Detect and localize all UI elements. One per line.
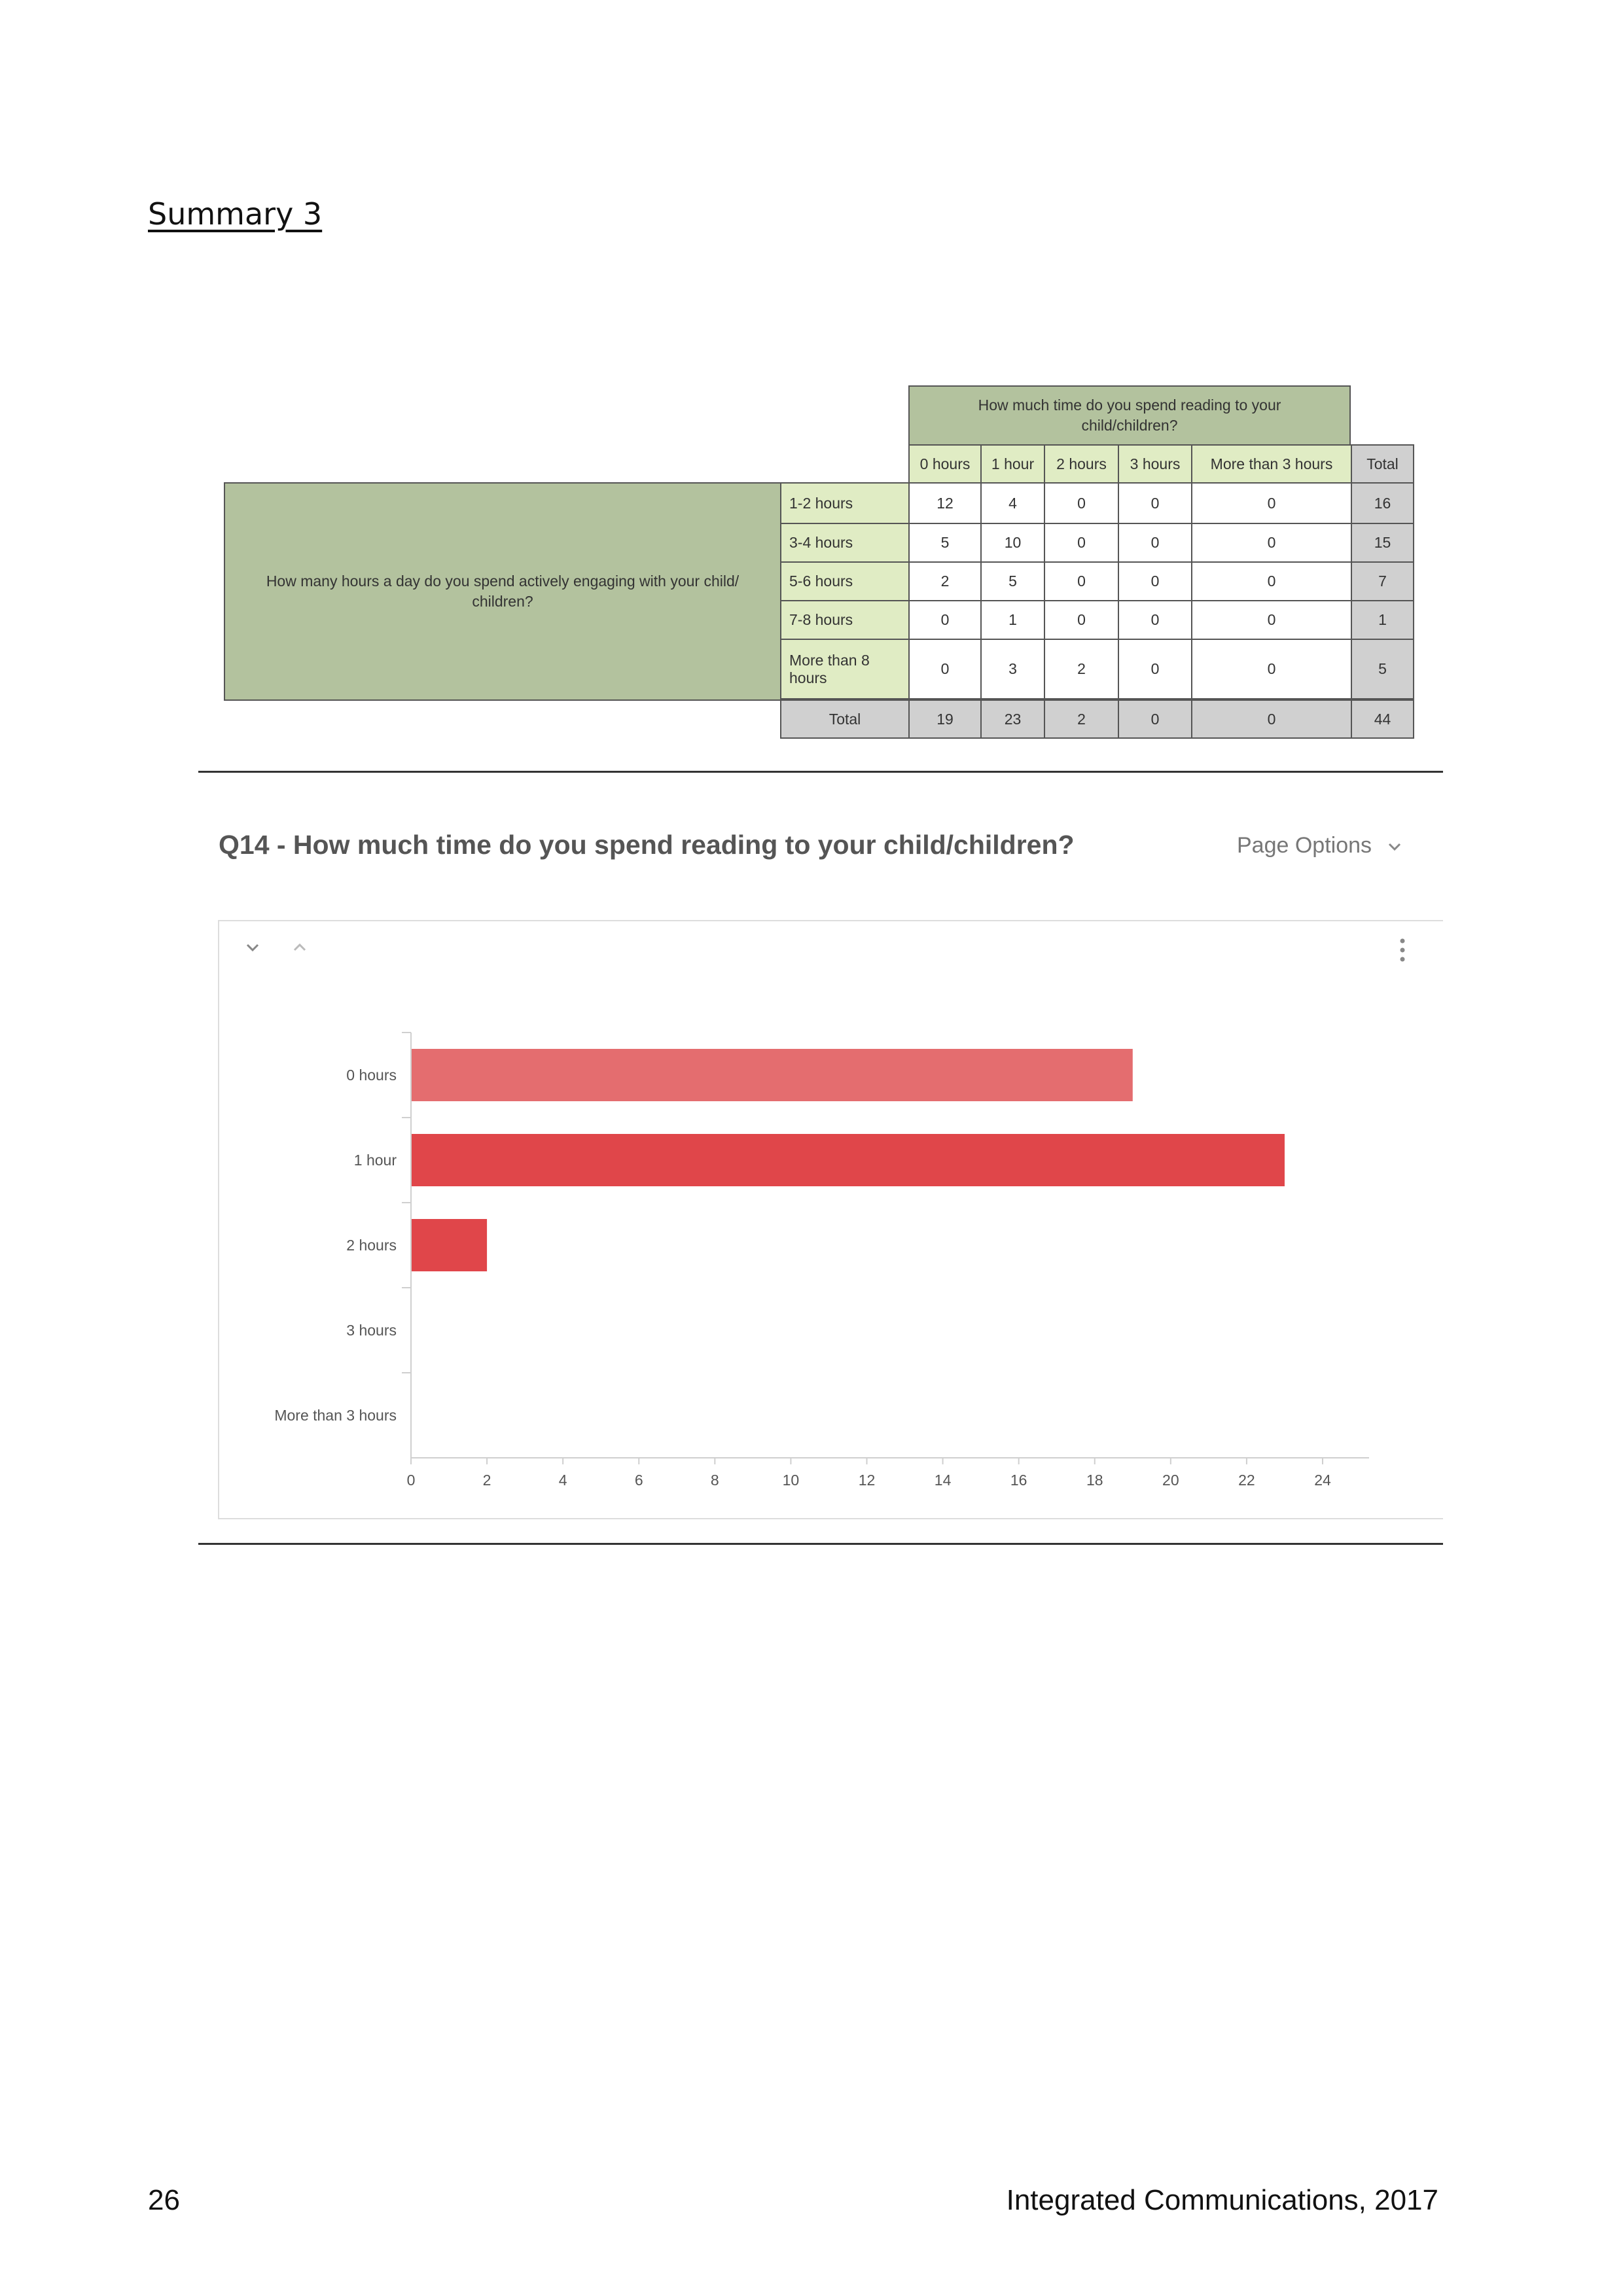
table-cell: 0: [1118, 600, 1192, 640]
y-tick-label: 2 hours: [346, 1237, 397, 1254]
row-label: 3-4 hours: [780, 523, 910, 563]
row-label: More than 8 hours: [780, 639, 910, 699]
table-cell: 3: [980, 639, 1045, 699]
bar-1-hour: [412, 1134, 1285, 1186]
table-cell: 12: [908, 482, 982, 524]
x-tick-label: 6: [634, 1472, 643, 1489]
column-question-header: How much time do you spend reading to your child/children?: [908, 385, 1351, 446]
x-tick-label: 12: [858, 1472, 876, 1489]
table-cell: 0: [908, 600, 982, 640]
column-total: 0: [1118, 699, 1192, 739]
total-column-header: Total: [1351, 444, 1414, 484]
column-header: 1 hour: [980, 444, 1045, 484]
divider-bottom: [198, 1543, 1443, 1545]
row-total: 7: [1351, 561, 1414, 601]
x-tick-label: 22: [1238, 1472, 1255, 1489]
column-total: 23: [980, 699, 1045, 739]
footer-text: Integrated Communications, 2017: [1006, 2184, 1438, 2216]
row-total: 5: [1351, 639, 1414, 699]
x-tick-label: 20: [1162, 1472, 1179, 1489]
x-tick-label: 8: [710, 1472, 719, 1489]
table-cell: 0: [1191, 639, 1352, 699]
question-title: Q14 - How much time do you spend reading to your child/children?: [219, 830, 1075, 860]
bar-0-hours: [412, 1049, 1133, 1101]
table-cell: 0: [1191, 561, 1352, 601]
y-tick-label: 1 hour: [353, 1152, 397, 1169]
y-tick-label: More than 3 hours: [274, 1407, 397, 1424]
table-cell: 5: [908, 523, 982, 563]
column-header: 3 hours: [1118, 444, 1192, 484]
bar-2-hours: [412, 1219, 487, 1271]
x-tick-label: 4: [558, 1472, 567, 1489]
footer-page-number: 26: [148, 2184, 180, 2216]
column-header: 2 hours: [1044, 444, 1119, 484]
y-tick-label: 0 hours: [346, 1067, 397, 1084]
table-cell: 0: [1044, 600, 1119, 640]
x-tick-label: 14: [934, 1472, 952, 1489]
row-total: 16: [1351, 482, 1414, 524]
row-total: 1: [1351, 600, 1414, 640]
table-cell: 0: [1191, 523, 1352, 563]
x-tick-label: 2: [482, 1472, 491, 1489]
column-total: 2: [1044, 699, 1119, 739]
column-header: More than 3 hours: [1191, 444, 1352, 484]
table-cell: 2: [1044, 639, 1119, 699]
table-cell: 0: [1191, 600, 1352, 640]
table-cell: 0: [1044, 523, 1119, 563]
row-question-header: How many hours a day do you spend actively engaging with your child/ children?: [224, 482, 781, 701]
grand-total: 44: [1351, 699, 1414, 739]
column-total: 19: [908, 699, 982, 739]
table-cell: 0: [1044, 561, 1119, 601]
x-tick-label: 18: [1086, 1472, 1103, 1489]
table-cell: 2: [908, 561, 982, 601]
table-cell: 1: [980, 600, 1045, 640]
table-cell: 5: [980, 561, 1045, 601]
table-cell: 0: [1191, 482, 1352, 524]
x-tick-label: 0: [406, 1472, 416, 1489]
table-cell: 0: [908, 639, 982, 699]
page-heading: Summary 3: [148, 196, 323, 232]
column-total: 0: [1191, 699, 1352, 739]
column-header: 0 hours: [908, 444, 982, 484]
table-cell: 0: [1044, 482, 1119, 524]
table-cell: 0: [1118, 523, 1192, 563]
table-cell: 4: [980, 482, 1045, 524]
table-cell: 0: [1118, 482, 1192, 524]
table-cell: 10: [980, 523, 1045, 563]
x-tick-label: 24: [1314, 1472, 1331, 1489]
table-cell: 0: [1118, 561, 1192, 601]
table-cell: 0: [1118, 639, 1192, 699]
totals-row-label: Total: [780, 699, 910, 739]
row-label: 5-6 hours: [780, 561, 910, 601]
x-tick-label: 16: [1010, 1472, 1027, 1489]
page-options-label: Page Options: [1237, 833, 1372, 858]
x-tick-label: 10: [782, 1472, 800, 1489]
row-label: 1-2 hours: [780, 482, 910, 524]
row-total: 15: [1351, 523, 1414, 563]
y-tick-label: 3 hours: [346, 1322, 397, 1339]
row-label: 7-8 hours: [780, 600, 910, 640]
